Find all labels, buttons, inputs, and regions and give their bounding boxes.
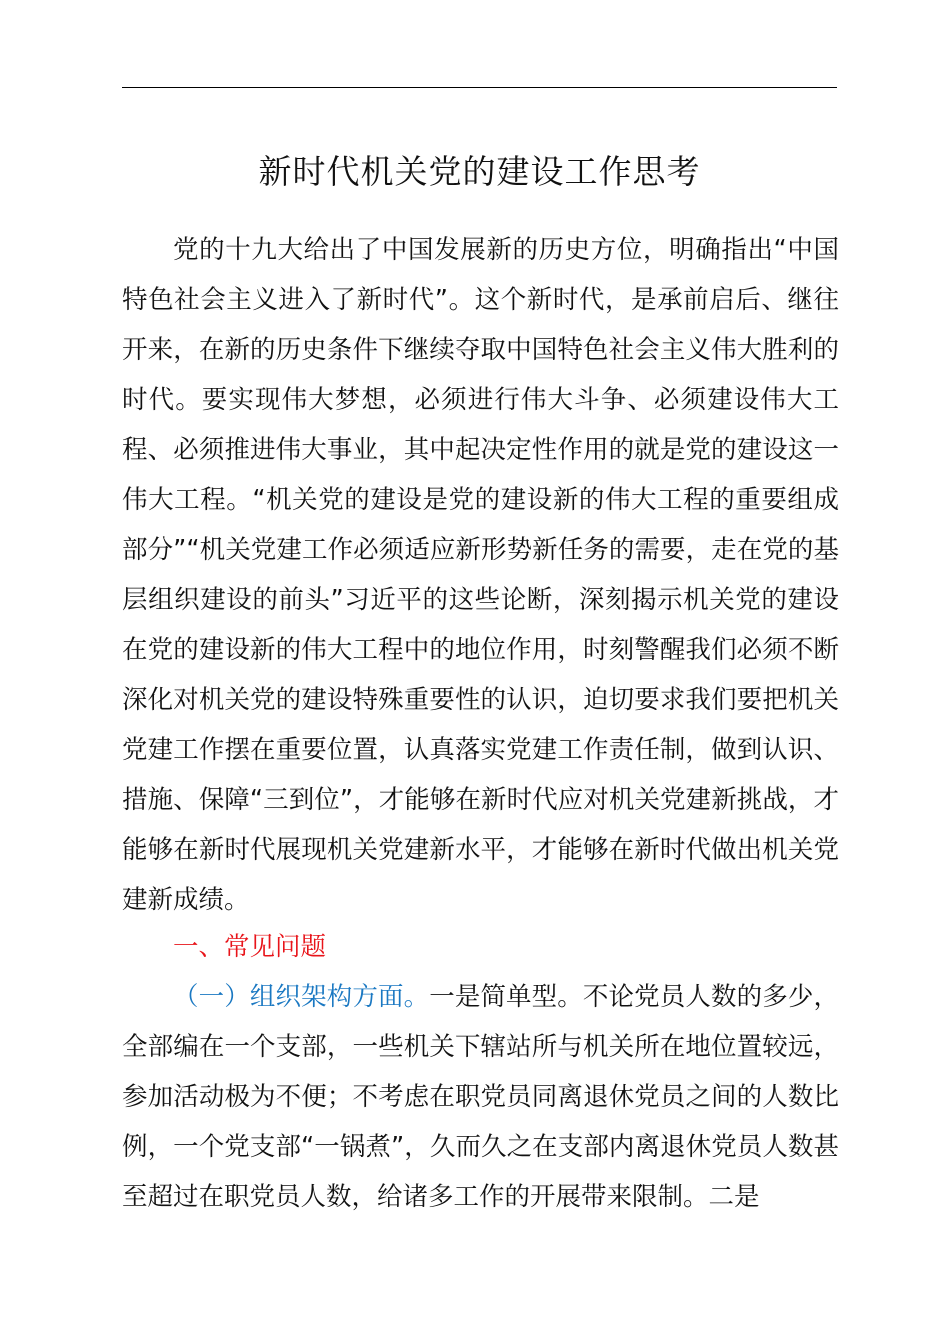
subsection-heading-organization: （一）组织架构方面。 [173, 982, 430, 1012]
document-title: 新时代机关党的建设工作思考 [258, 152, 701, 191]
paragraph-organization-text: 一是简单型。不论党员人数的多少，全部编在一个支部，一些机关下辖站所与机关所在地位置较远，参加活动极为不便；不考虑在职党员同离退休党员之间的人数比例，一个党支部“一锅煮”，久而久之在支部内离退休党员人数甚至超过在职党员人数，给诸多工作的开展带来限制。二是 [122, 982, 839, 1212]
header-rule [122, 87, 837, 88]
paragraph-intro: 党的十九大给出了中国发展新的历史方位，明确指出“中国特色社会主义进入了新时代”。这个新时代，是承前启后、继往开来，在新的历史条件下继续夺取中国特色社会主义伟大胜利的时代。要实现伟大梦想，必须进行伟大斗争、必须建设伟大工程、必须推进伟大事业，其中起决定性作用的就是党的建设这一伟大工程。“机关党的建设是党的建设新的伟大工程的重要组成部分”“机关党建工作必须适应新形势新任务的需要，走在党的基层组织建设的前头”习近平的这些论断，深刻揭示机关党的建设在党的建设新的伟大工程中的地位作用，时刻警醒我们必须不断深化对机关党的建设特殊重要性的认识，迫切要求我们要把机关党建工作摆在重要位置，认真落实党建工作责任制，做到认识、措施、保障“三到位”，才能够在新时代应对机关党建新挑战，才能够在新时代展现机关党建新水平，才能够在新时代做出机关党建新成绩。 [122, 235, 839, 915]
section-heading-common-problems: 一、常见问题 [173, 932, 327, 962]
paragraph-organization-structure [122, 972, 839, 1222]
